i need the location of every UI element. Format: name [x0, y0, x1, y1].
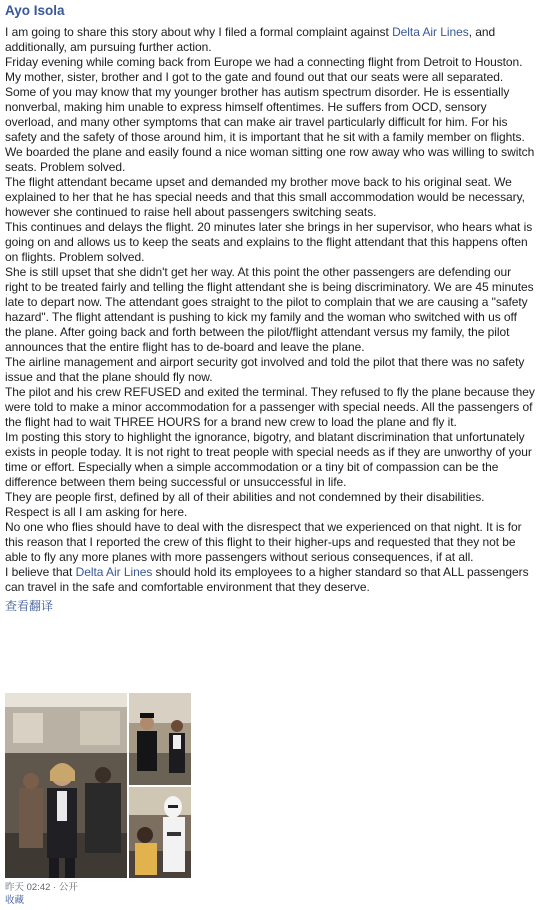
- photo-flight-attendant[interactable]: [5, 693, 127, 878]
- author-name-link[interactable]: Ayo Isola: [5, 3, 65, 18]
- photo-pilots[interactable]: [129, 693, 191, 785]
- delta-air-lines-link[interactable]: Delta Air Lines: [392, 25, 469, 39]
- post-body: [5, 25, 535, 595]
- delta-air-lines-link[interactable]: Delta Air Lines: [75, 565, 153, 579]
- post-paragraph: The flight attendant became upset and demanded my brother move back to his original seat. We explained to her that he has special needs and that this small accommodation would be necessary, however she continued to raise hell about passengers switching seats.: [5, 175, 525, 219]
- post-paragraph: She is still upset that she didn't get her way. At this point the other passengers are defending our right to be treated fairly and telling the flight attendant she is being discriminatory. We are 45 minutes late to depart now. The attendant goes straight to the pilot to complain that we are causing a "safety hazard". The flight attendant is pushing to kick my family and the woman who switched with us off the plane. After going back and forth between the pilot/flight attendant versus my family, the pilot announces that the entire flight has to de-board and leave the plane.: [5, 265, 534, 354]
- paragraph-text: I am going to share this story about why I filed a formal complaint against: [5, 25, 393, 39]
- post-timestamp-privacy: 昨天 02:42 · 公开: [5, 882, 78, 893]
- paragraph-text: should hold its employees to a higher standard so that ALL passengers can travel in the safe and comfortable environment that they deserve.: [5, 565, 529, 594]
- post-paragraph: The pilot and his crew REFUSED and exited the terminal. They refused to fly the plane because they were told to make a minor accommodation for a passenger with special needs. All the passengers of the flight had to wait THREE HOURS for a brand new crew to load the plane and fly it.: [5, 385, 535, 429]
- photo-stormtrooper[interactable]: [129, 787, 191, 878]
- post-paragraph: Im posting this story to highlight the ignorance, bigotry, and blatant discrimination that unfortunately exists in people today. It is not right to treat people with special needs as if they are unworthy of your time or effort. Especially when a simple accommodation or a tiny bit of compassion can be the difference between them being successful or unsuccessful in life.: [5, 430, 532, 489]
- post-paragraph: No one who flies should have to deal with the disrespect that we experienced on that night. It is for this reason that I reported the crew of this flight to their higher-ups and requested that they not be able to fly any more planes with more passengers without serious consequences, if at all.: [5, 520, 522, 564]
- paragraph-text: , and additionally, am pursuing further action.: [5, 25, 496, 54]
- post-paragraph: [5, 25, 535, 55]
- post-paragraph: [5, 565, 535, 595]
- post-paragraph: Friday evening while coming back from Europe we had a connecting flight from Detroit to Houston. My mother, sister, brother and I got to the gate and found out that our seats were all separated.: [5, 55, 523, 84]
- post-paragraph: We boarded the plane and easily found a nice woman sitting one row away who was willing to switch seats. Problem solved.: [5, 145, 535, 174]
- post-paragraph: The airline management and airport security got involved and told the pilot that there was no safety issue and that the plane should fly now.: [5, 355, 525, 384]
- see-translation-link[interactable]: 查看翻译: [5, 599, 54, 613]
- post-paragraph: Respect is all I am asking for here.: [5, 505, 188, 519]
- post-paragraph: They are people first, defined by all of their abilities and not condemned by their disabilities.: [5, 490, 485, 504]
- post-paragraph: Some of you may know that my younger brother has autism spectrum disorder. He is essentially nonverbal, making him unable to express himself oftentimes. He suffers from OCD, sensory overload, and many other symptoms that can make air travel particularly difficult for him. For his safety and the safety of those around him, it is important that he sit with a family member on flights.: [5, 85, 525, 144]
- post-paragraph: This continues and delays the flight. 20 minutes later she brings in her supervisor, who hears what is going on and allows us to keep the seats and explains to the flight attendant that this happens often on flights. Problem solved.: [5, 220, 533, 264]
- photo-grid: [5, 693, 191, 878]
- paragraph-text: I believe that: [5, 565, 76, 579]
- save-link[interactable]: 收藏: [5, 895, 25, 906]
